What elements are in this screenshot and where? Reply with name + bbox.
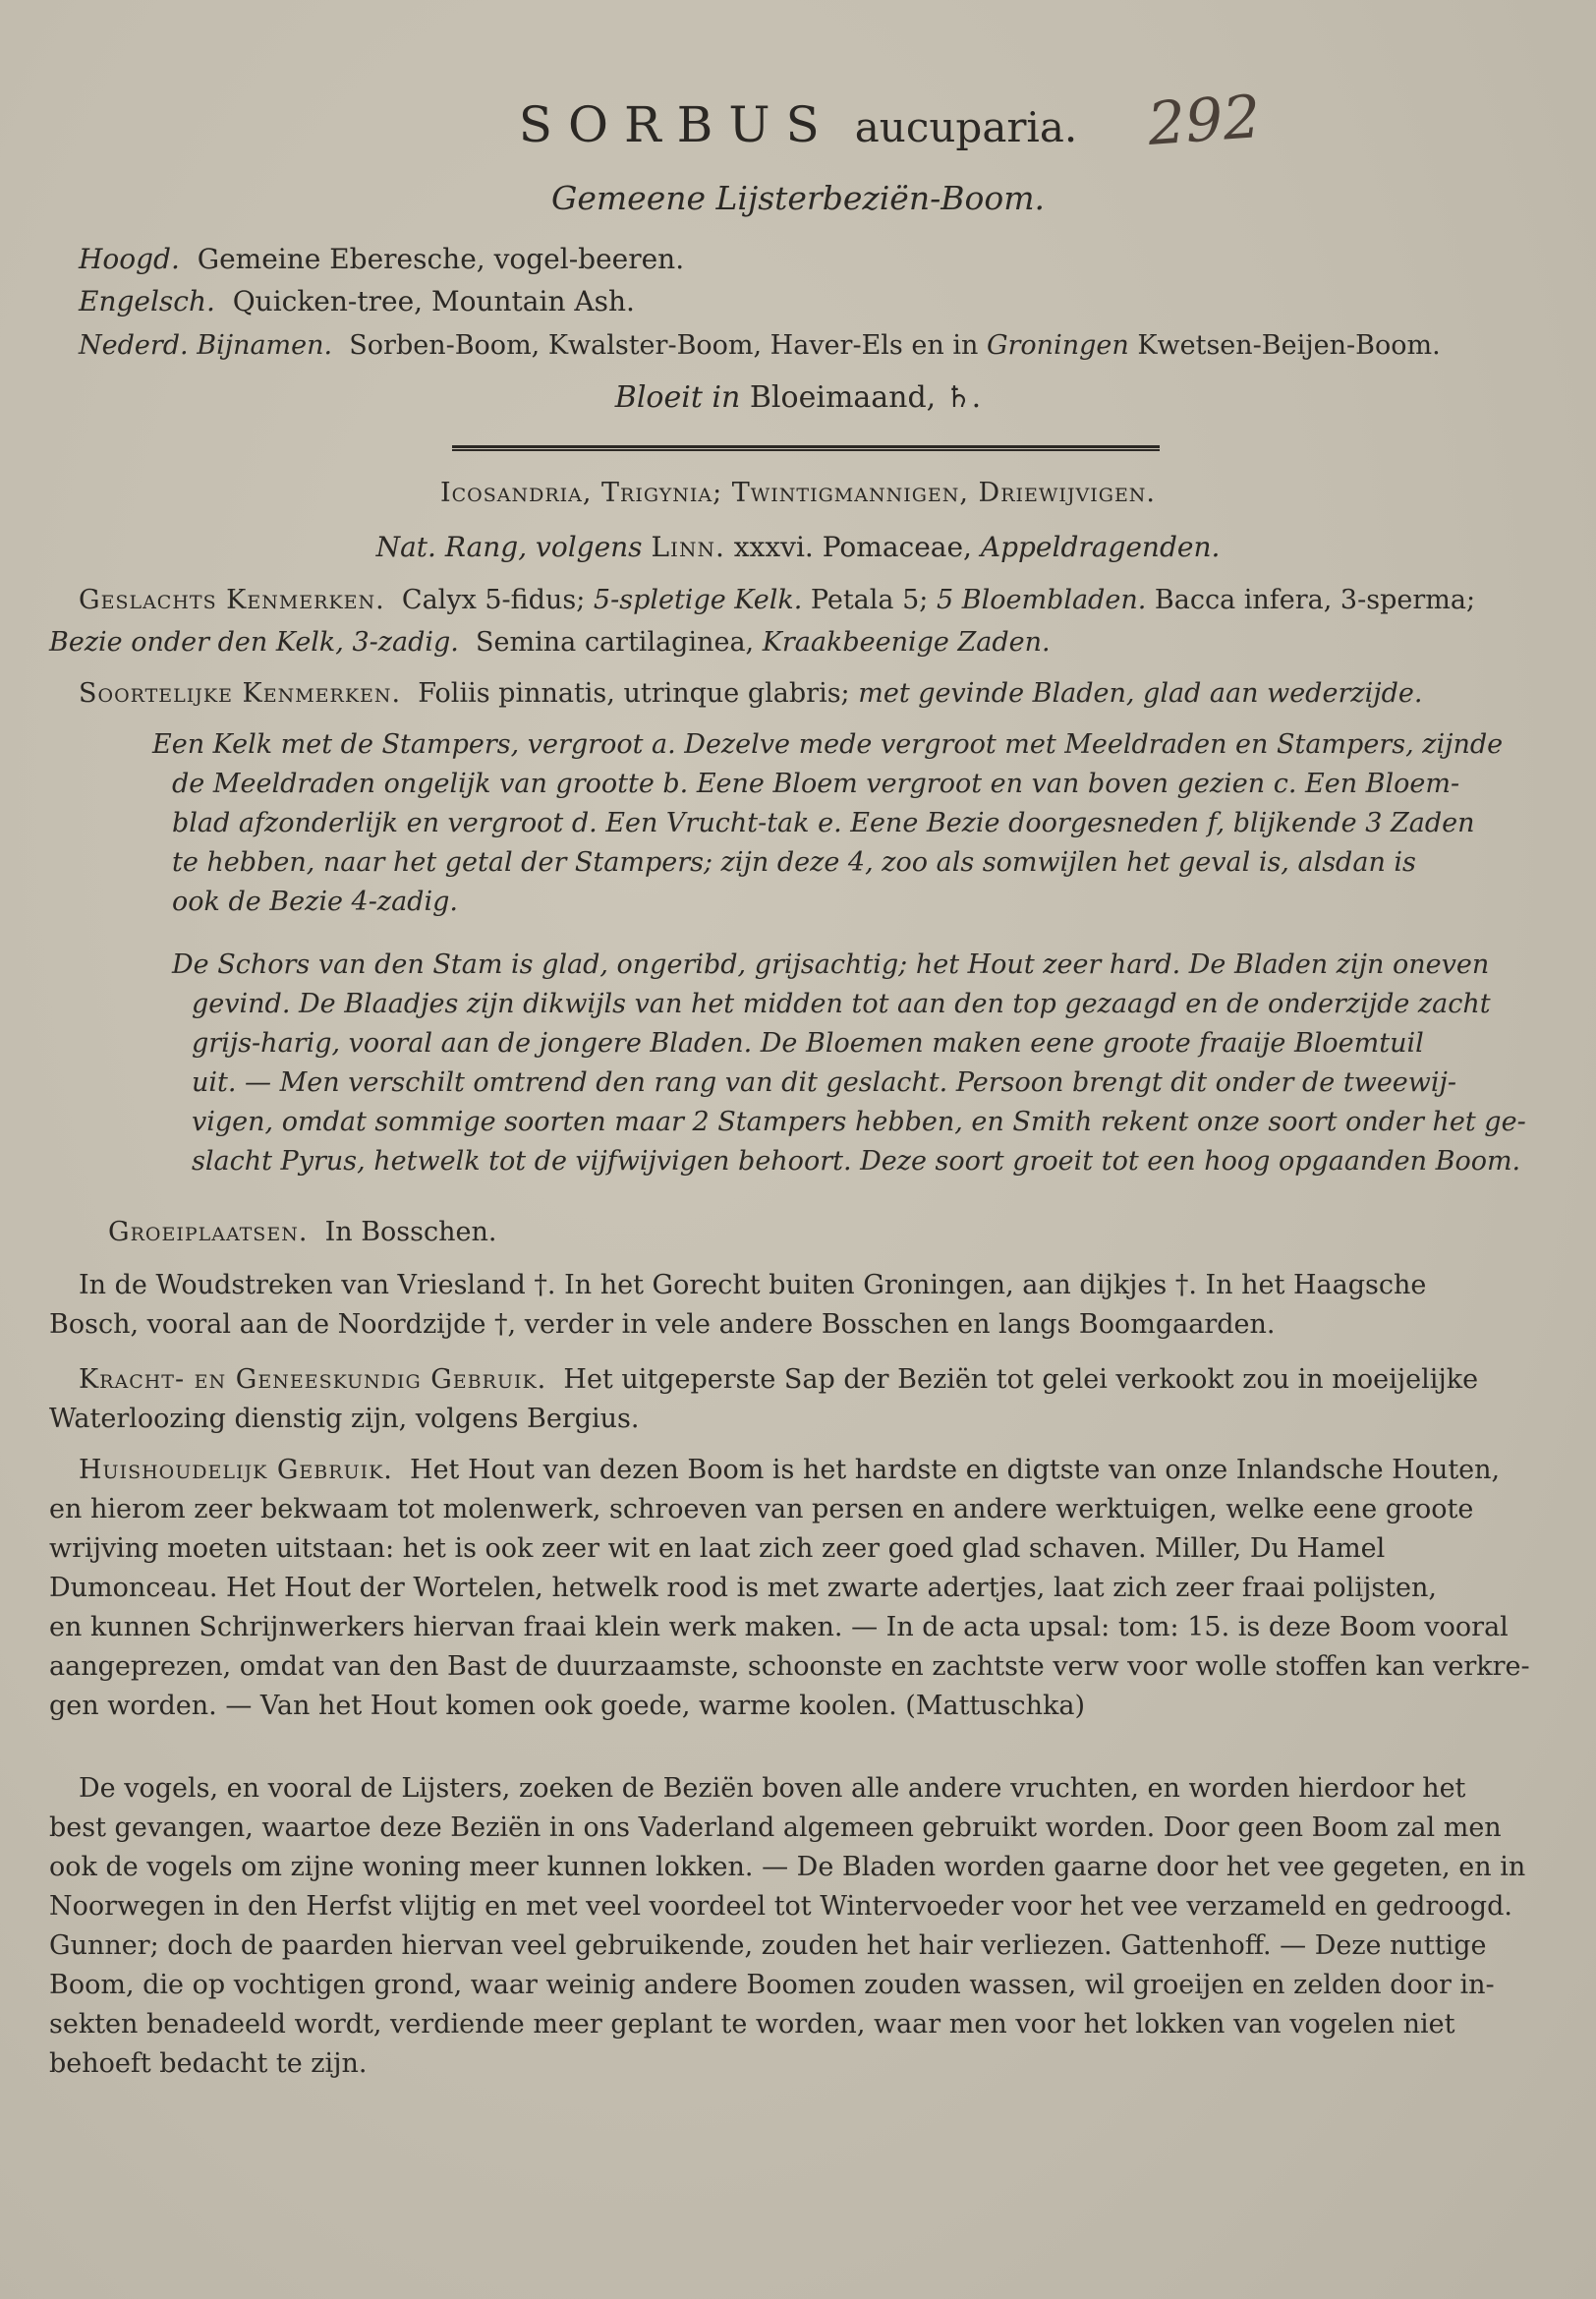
habitat-heading: Groeiplaatsen. In Bosschen.	[108, 1217, 497, 1247]
medicinal-line: Het uitgeperste Sap der Beziën tot gelei verkookt zou in moeijelijke	[563, 1364, 1479, 1395]
household-line: en kunnen Schrijnwerkers hiervan fraai klein werk maken. — In de acta upsal: tom: 15. is deze Boom vooral	[49, 1612, 1509, 1642]
description-line: uit. — Men verschilt omtrend den rang van dit geslacht. Persoon brengt dit onder de tweewij-	[192, 1067, 1457, 1098]
household-line: gen worden. — Van het Hout komen ook goede, warme koolen. (Mattuschka)	[49, 1691, 1086, 1721]
birds-line: Boom, die op vochtigen grond, waar weinig andere Boomen zouden wassen, wil groeijen en zelden door in-	[49, 1970, 1495, 2000]
birds-line: De vogels, en vooral de Lijsters, zoeken de Beziën boven alle andere vruchten, en worden hierdoor het	[79, 1773, 1466, 1804]
genus-name: SORBUS	[518, 96, 835, 153]
handwritten-page-number: 292	[1145, 83, 1263, 159]
household-line: en hierom zeer bekwaam tot molenwerk, schroeven van persen en andere werktuigen, welke eene groote	[49, 1494, 1474, 1524]
birds-line: Gunner; doch de paarden hiervan veel gebruikende, zouden het hair verliezen. Gattenhoff. — Deze nuttige	[49, 1930, 1487, 1961]
description-line: De Schors van den Stam is glad, ongeribd, grijsachtig; het Hout zeer hard. De Bladen zijn oneven	[172, 949, 1490, 980]
description-line: slacht Pyrus, hetwelk tot de vijfwijvigen behoort. Deze soort groeit tot een hoog opgaanden Boom.	[192, 1146, 1521, 1177]
figure-line: Een Kelk met de Stampers, vergroot a. Dezelve mede vergroot met Meeldraden en Stampers, zijnde	[152, 729, 1504, 760]
birds-line: ook de vogels om zijne woning meer kunnen lokken. — De Bladen worden gaarne door het vee gegeten, en in	[49, 1852, 1526, 1882]
description-line: gevind. De Blaadjes zijn dikwijls van het midden tot aan den top gezaagd en de onderzijde zacht	[192, 989, 1491, 1019]
birds-line: behoeft bedacht te zijn.	[49, 2048, 368, 2079]
household-line: aangeprezen, omdat van den Bast de duurzaamste, schoonste en zachtste verw voor wolle stoffen kan verkre-	[49, 1651, 1530, 1682]
figure-description	[152, 725, 1548, 922]
birds-line: best gevangen, waartoe deze Beziën in ons Vaderland algemeen gebruikt worden. Door geen Boom zal men	[49, 1812, 1502, 1843]
habitat-locations	[49, 1266, 1548, 1345]
birds-line: sekten benadeeld wordt, verdiende meer geplant te worden, waar men voor het lokken van vogelen niet	[49, 2009, 1455, 2040]
bird-use	[49, 1769, 1548, 2084]
figure-line: te hebben, naar het getal der Stampers; zijn deze 4, zoo als somwijlen het geval is, alsdan is	[172, 847, 1416, 878]
dutch-common-name: Gemeene Lijsterbeziën-Boom.	[550, 179, 1045, 217]
ornamental-rule	[452, 445, 1160, 451]
genus-characters-cont: Bezie onder den Kelk, 3-zadig. Semina cartilaginea, Kraakbeenige Zaden.	[49, 627, 1051, 658]
household-line: Het Hout van dezen Boom is het hardste en digtste van onze Inlandsche Houten,	[410, 1455, 1501, 1485]
description-line: vigen, omdat sommige soorten maar 2 Stampers hebben, en Smith rekent onze soort onder het ge-	[192, 1107, 1526, 1137]
habitat-line: Bosch, vooral aan de Noordzijde †, verder in vele andere Bosschen en langs Boomgaarden.	[49, 1309, 1276, 1340]
linnaean-class: Icosandria, Trigynia; Twintigmannigen, Driewijvigen.	[439, 478, 1157, 508]
habitat-line: In de Woudstreken van Vriesland †. In het Gorecht buiten Groningen, aan dijkjes †. In het Haagsche	[79, 1270, 1427, 1300]
household-label: Huishoudelijk Gebruik.	[79, 1455, 393, 1485]
household-line: wrijving moeten uitstaan: het is ook zeer wit en laat zich zeer goed glad schaven. Miller, Du Hamel	[49, 1533, 1386, 1564]
natural-rank: Nat. Rang, volgens Linn. xxxvi. Pomaceae, Appeldragenden.	[375, 531, 1221, 563]
figure-line: ook de Bezie 4-zadig.	[172, 887, 458, 917]
flowering-time: Bloeit in Bloeimaand, ♄.	[614, 380, 982, 415]
name-nederd: Nederd. Bijnamen. Sorben-Boom, Kwalster-Boom, Haver-Els en in Groningen Kwetsen-Beijen-Boom.	[79, 330, 1441, 361]
household-line: Dumonceau. Het Hout der Wortelen, hetwelk rood is met zwarte adertjes, laat zich zeer fraai polijsten,	[49, 1573, 1437, 1603]
description-line: grijs-harig, vooral aan de jongere Bladen. De Bloemen maken eene groote fraaije Bloemtuil	[192, 1028, 1424, 1059]
species-name: aucuparia.	[854, 103, 1078, 151]
figure-line: blad afzonderlijk en vergroot d. Een Vrucht-tak e. Eene Bezie doorgesneden f, blijkende 3 Zaden	[172, 808, 1475, 838]
genus-characters: Geslachts Kenmerken. Calyx 5-fidus; 5-spletige Kelk. Petala 5; 5 Bloembladen. Bacca infera, 3-sperma;	[79, 585, 1476, 615]
figure-line: de Meeldraden ongelijk van grootte b. Eene Bloem vergroot en van boven gezien c. Een Bloem-	[172, 769, 1460, 799]
name-hoogd: Hoogd. Gemeine Eberesche, vogel-beeren.	[79, 243, 685, 275]
name-engelsch: Engelsch. Quicken-tree, Mountain Ash.	[79, 285, 635, 317]
species-description	[172, 946, 1548, 1181]
birds-line: Noorwegen in den Herfst vlijtig en met veel voordeel tot Wintervoeder voor het vee verzameld en gedroogd.	[49, 1891, 1512, 1922]
medicinal-label: Kracht- en Geneeskundig Gebruik.	[79, 1364, 547, 1395]
household-use	[49, 1451, 1548, 1726]
medicinal-line: Waterloozing dienstig zijn, volgens Bergius.	[49, 1404, 640, 1434]
page-title	[0, 96, 1596, 153]
medicinal-use	[49, 1360, 1548, 1439]
species-characters: Soortelijke Kenmerken. Foliis pinnatis, utrinque glabris; met gevinde Bladen, glad aan wederzijde.	[79, 678, 1423, 709]
